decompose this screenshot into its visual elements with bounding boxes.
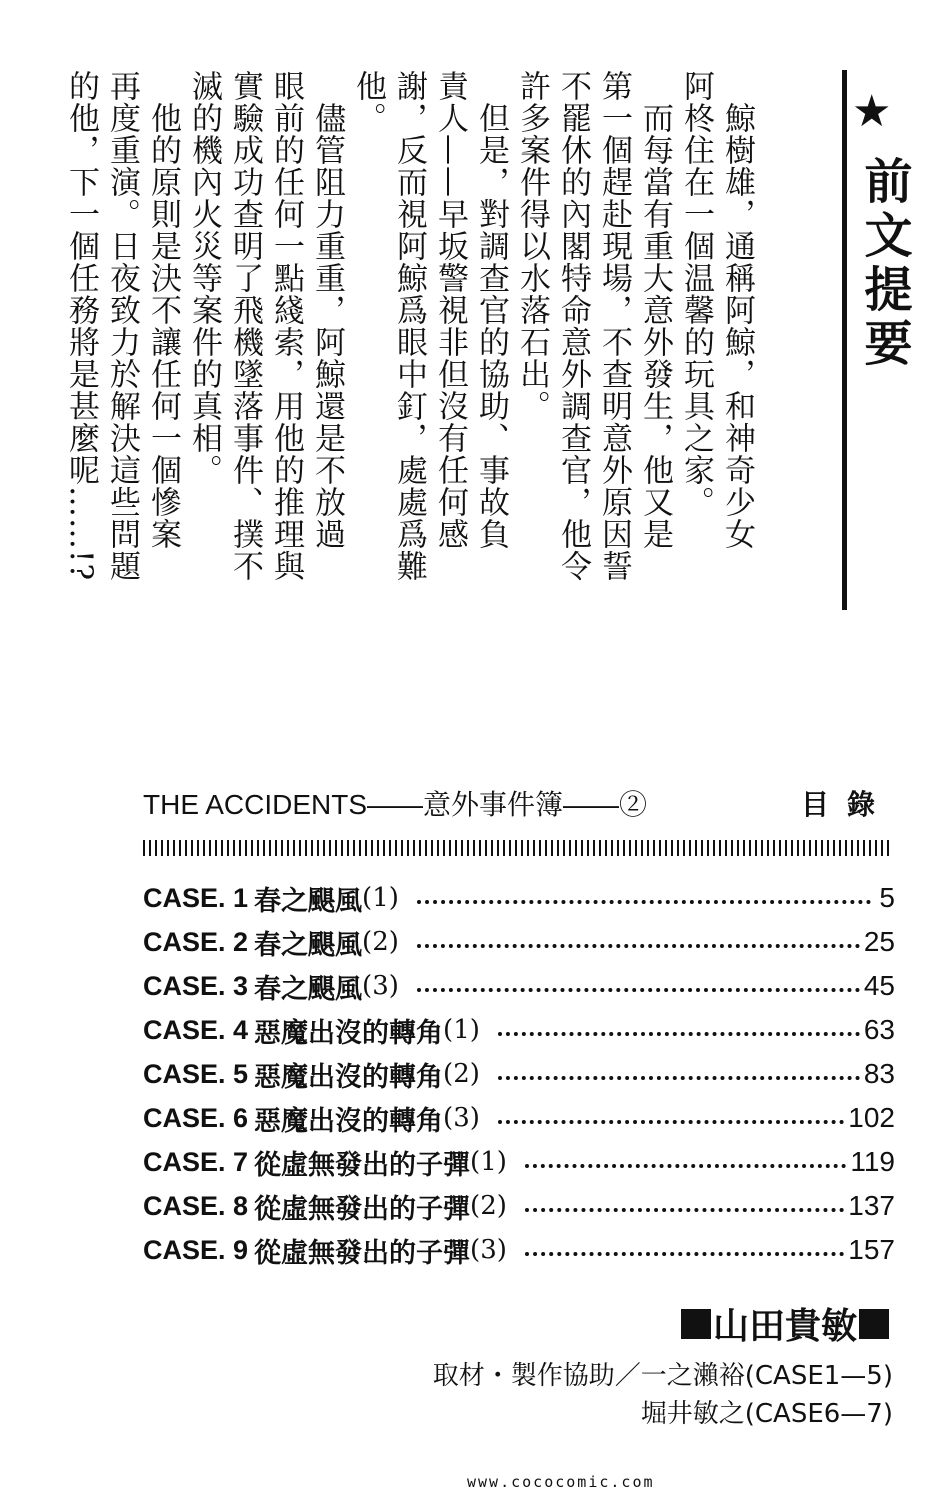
toc-row (143, 1008, 895, 1052)
toc-row (143, 1184, 895, 1228)
synopsis-column: 不罷休的內閣特命意外調查官，他令 (555, 70, 591, 582)
case-part: (2) (470, 1191, 507, 1221)
case-part: (3) (443, 1103, 480, 1133)
synopsis-column: 的他，下一個任務將是甚麼呢……!? (63, 70, 99, 582)
dot-leader (498, 1032, 860, 1036)
toc-row (143, 1096, 895, 1140)
synopsis-heading (800, 70, 912, 610)
case-number: CASE. 5 (143, 1058, 249, 1089)
dot-leader (525, 1208, 844, 1212)
synopsis-column: 眼前的任何一點綫索，用他的推理與 (268, 70, 304, 582)
toc-row (143, 1052, 895, 1096)
dot-leader (417, 944, 860, 948)
synopsis-column: 再度重演。日夜致力於解決這些問題 (104, 70, 140, 582)
square-icon (681, 1309, 711, 1339)
case-part: (1) (443, 1015, 480, 1045)
synopsis-column: 他。 (350, 70, 386, 134)
watermark: www.cococomic.com (467, 1473, 655, 1491)
credit-line-1: 取材・製作協助／一之瀨裕(CASE1—5) (432, 1361, 893, 1391)
case-number: CASE. 2 (143, 926, 249, 957)
case-number: CASE. 3 (143, 970, 249, 1001)
toc-row (143, 964, 895, 1008)
toc-row (143, 1140, 895, 1184)
heading-rule (842, 70, 847, 610)
case-number: CASE. 8 (143, 1190, 249, 1221)
case-number: CASE. 4 (143, 1014, 249, 1045)
series-title: THE ACCIDENTS——意外事件簿——② (143, 789, 648, 820)
case-title: 惡魔出沒的轉角 (254, 1061, 444, 1093)
dot-leader (498, 1076, 860, 1080)
page-number: 102 (848, 1102, 895, 1133)
page-number: 45 (863, 970, 895, 1001)
case-title: 從虛無發出的子彈 (254, 1237, 471, 1269)
case-title: 惡魔出沒的轉角 (254, 1105, 444, 1137)
dot-leader (417, 988, 860, 992)
synopsis-column: 滅的機內火災等案件的真相。 (186, 70, 222, 486)
synopsis-body (60, 70, 760, 630)
credit-line-2: 堀井敏之(CASE6—7) (640, 1399, 893, 1429)
dot-leader (498, 1120, 844, 1124)
synopsis-column: 許多案件得以水落石出。 (514, 70, 550, 422)
toc-label: 目錄 (800, 788, 893, 821)
case-number: CASE. 9 (143, 1234, 249, 1265)
synopsis-column: 他的原則是決不讓任何一個慘案 (145, 70, 181, 550)
toc-row (143, 920, 895, 964)
synopsis-column: 實驗成功查明了飛機墜落事件、撲不 (227, 70, 263, 582)
author-name (679, 1298, 891, 1349)
square-icon (859, 1309, 889, 1339)
hatch-divider (143, 840, 893, 856)
page-number: 25 (863, 926, 895, 957)
case-title: 春之颶風 (254, 929, 363, 961)
dot-leader (525, 1252, 844, 1256)
synopsis-column: 鯨樹雄，通稱阿鯨，和神奇少女 (719, 70, 755, 550)
toc-row (143, 1228, 895, 1272)
case-number: CASE. 7 (143, 1146, 249, 1177)
page-number: 83 (863, 1058, 895, 1089)
page-number: 137 (848, 1190, 895, 1221)
synopsis-column: 責人——早坂警視非但沒有任何感 (432, 70, 468, 550)
toc-header (143, 783, 893, 833)
author-text: 山田貴敏 (712, 1306, 857, 1347)
page-number: 63 (863, 1014, 895, 1045)
page-number: 157 (848, 1234, 895, 1265)
case-part: (1) (470, 1147, 507, 1177)
toc-row (143, 876, 895, 920)
dot-leader (417, 900, 871, 904)
case-part: (3) (362, 971, 399, 1001)
case-part: (2) (443, 1059, 480, 1089)
case-number: CASE. 6 (143, 1102, 249, 1133)
case-number: CASE. 1 (143, 882, 249, 913)
case-part: (1) (362, 883, 399, 913)
synopsis-column: 而每當有重大意外發生，他又是 (637, 70, 673, 550)
synopsis-column: 但是，對調查官的協助、事故負 (473, 70, 509, 550)
synopsis-column: 儘管阻力重重，阿鯨還是不放過 (309, 70, 345, 550)
case-title: 從虛無發出的子彈 (254, 1149, 471, 1181)
page-number: 5 (879, 882, 895, 913)
case-title: 春之颶風 (254, 885, 363, 917)
dot-leader (525, 1164, 846, 1168)
synopsis-title: 前文提要 (856, 156, 912, 372)
synopsis-column: 第一個趕赴現場，不查明意外原因誓 (596, 70, 632, 582)
star-icon: ★ (852, 86, 892, 137)
case-part: (3) (470, 1235, 507, 1265)
toc-list (143, 876, 895, 1272)
case-part: (2) (362, 927, 399, 957)
synopsis-column: 謝，反而視阿鯨爲眼中釘，處處爲難 (391, 70, 427, 582)
case-title: 惡魔出沒的轉角 (254, 1017, 444, 1049)
case-title: 從虛無發出的子彈 (254, 1193, 471, 1225)
case-title: 春之颶風 (254, 973, 363, 1005)
page-number: 119 (850, 1146, 895, 1177)
synopsis-column: 阿柊住在一個温馨的玩具之家。 (678, 70, 714, 518)
